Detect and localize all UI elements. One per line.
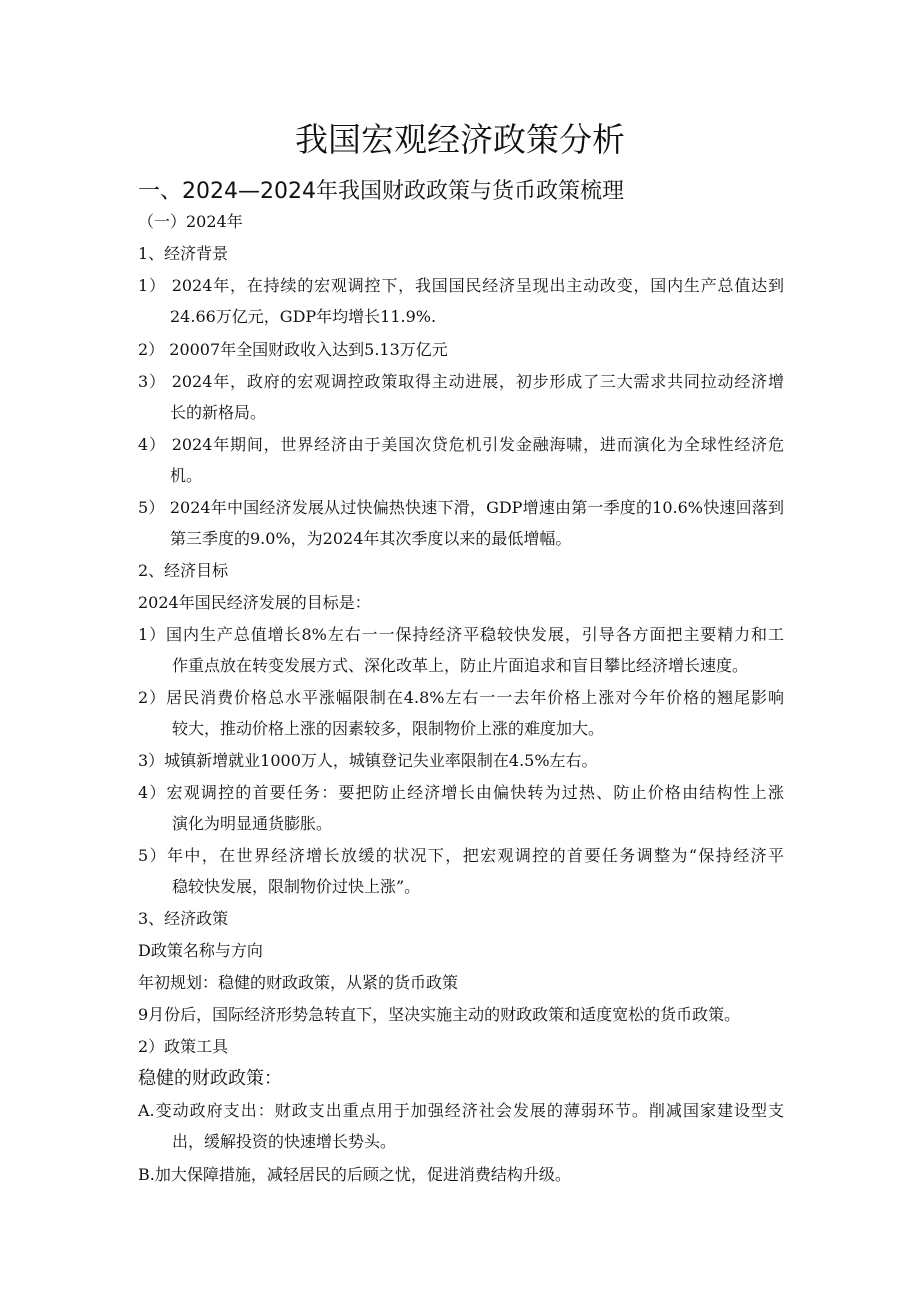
heading-policy-tools: 2）政策工具 [138,1037,229,1056]
fiscal-item-b: B.加大保障措施，减轻居民的后顾之忧，促进消费结构升级。 [138,1165,571,1184]
goal-item-4-line1: 4）宏观调控的首要任务：要把防止经济增长由偏快转为过热、防止价格由结构性上涨 [138,783,784,802]
goal-item-3: 3）城镇新增就业1000万人，城镇登记失业率限制在4.5%左右。 [138,751,598,770]
background-item-4-line2: 机。 [170,466,203,485]
heading-economic-policy: 3、经济政策 [138,909,229,928]
background-item-3-line2: 长的新格局。 [170,403,267,422]
background-item-5-line1: 5） 2024年中国经济发展从过快偏热快速下滑，GDP增速由第一季度的10.6%快速回落到 [138,498,784,517]
goal-item-4-line2: 演化为明显通货膨胀。 [172,814,333,833]
goal-item-5-line2: 稳较快发展，限制物价过快上涨”。 [172,877,421,896]
background-item-1-line1: 1） 2024年，在持续的宏观调控下，我国国民经济呈现出主动改变，国内生产总值达到 [138,276,784,295]
goal-item-2-line1: 2）居民消费价格总水平涨幅限制在4.8%左右一一去年价格上涨对今年价格的翘尾影响 [138,688,784,707]
policy-name-direction: D政策名称与方向 [138,941,263,960]
fiscal-item-a-line2: 出，缓解投资的快速增长势头。 [172,1132,397,1151]
background-item-2: 2） 20007年全国财政收入达到5.13万亿元 [138,340,448,359]
policy-initial-plan: 年初规划：稳健的财政政策，从紧的货币政策 [138,973,459,992]
background-item-4-line1: 4） 2024年期间，世界经济由于美国次贷危机引发金融海啸，进而演化为全球性经济危 [138,435,784,454]
background-item-5-line2: 第三季度的9.0%，为2024年其次季度以来的最低增幅。 [170,529,572,548]
section-heading-1: 一、2024—2024年我国财政政策与货币政策梳理 [138,179,624,204]
background-item-3-line1: 3） 2024年，政府的宏观调控政策取得主动进展，初步形成了三大需求共同拉动经济增 [138,372,784,391]
background-item-1-line2: 24.66万亿元，GDP年均增长11.9%. [170,307,437,326]
fiscal-item-a-line1: A.变动政府支出：财政支出重点用于加强经济社会发展的薄弱环节。削减国家建设型支 [138,1101,784,1120]
subsection-heading-2024: （一）2024年 [138,212,243,231]
goal-item-2-line2: 较大，推动价格上涨的因素较多，限制物价上涨的难度加大。 [172,719,605,738]
goals-intro: 2024年国民经济发展的目标是： [138,593,371,612]
policy-september-shift: 9月份后，国际经济形势急转直下，坚决实施主动的财政政策和适度宽松的货币政策。 [138,1005,741,1024]
heading-economic-background: 1、经济背景 [138,244,229,263]
goal-item-5-line1: 5）年中，在世界经济增长放缓的状况下，把宏观调控的首要任务调整为“保持经济平 [138,846,784,865]
page-title: 我国宏观经济政策分析 [295,120,625,159]
goal-item-1-line2: 作重点放在转变发展方式、深化改革上，防止片面追求和盲目攀比经济增长速度。 [172,656,749,675]
goal-item-1-line1: 1）国内生产总值增长8%左右一一保持经济平稳较快发展，引导各方面把主要精力和工 [138,625,784,644]
heading-economic-goals: 2、经济目标 [138,561,229,580]
heading-prudent-fiscal-policy: 稳健的财政政策： [138,1068,282,1089]
